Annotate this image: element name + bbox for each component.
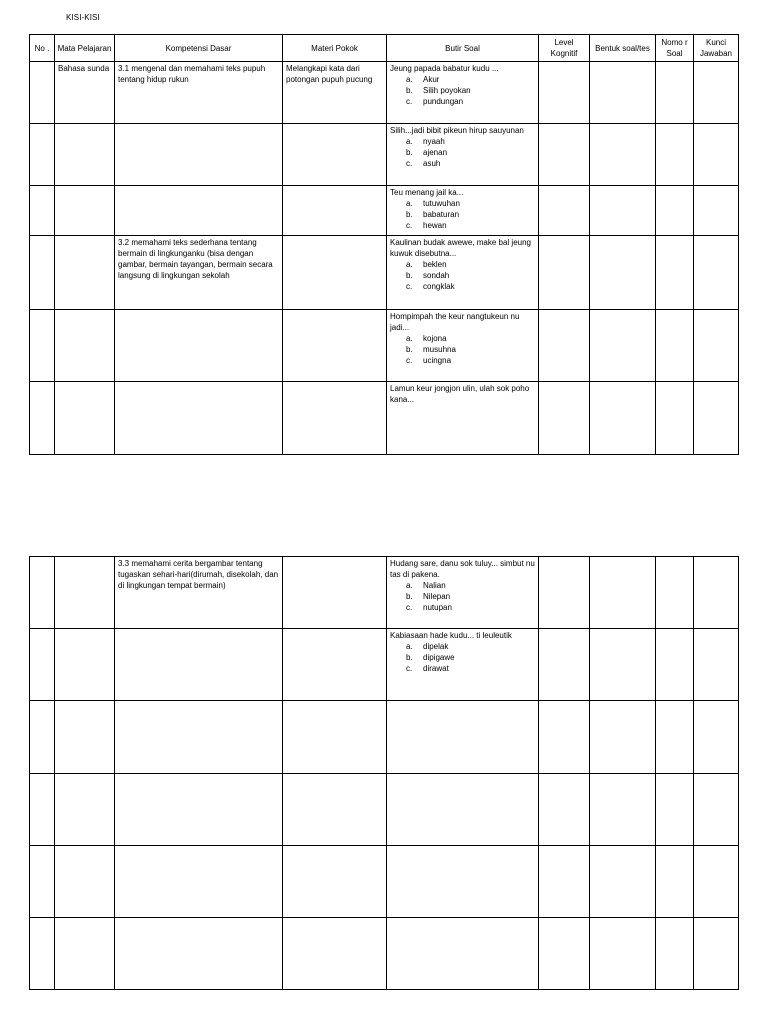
cell-bentuk	[590, 774, 656, 846]
cell-butir-soal	[387, 236, 539, 310]
option-list	[390, 198, 535, 231]
option-text: dirawat	[423, 664, 449, 673]
cell-kunci	[694, 124, 739, 186]
cell-kunci	[694, 186, 739, 236]
option-item	[406, 198, 535, 209]
option-item	[406, 96, 535, 107]
option-text: Nalian	[423, 581, 446, 590]
table-row	[30, 62, 739, 124]
header-mata-pelajaran: Mata Pelajaran	[55, 35, 115, 62]
cell-mata-pelajaran	[55, 629, 115, 701]
cell-mata-pelajaran	[55, 382, 115, 455]
cell-nomor	[656, 557, 694, 629]
table-row	[30, 186, 739, 236]
cell-no	[30, 846, 55, 918]
cell-no	[30, 774, 55, 846]
option-text: Silih poyokan	[423, 86, 471, 95]
option-letter: b.	[406, 86, 413, 95]
cell-butir-soal	[387, 124, 539, 186]
table-row	[30, 629, 739, 701]
option-letter: c.	[406, 282, 413, 291]
cell-bentuk	[590, 557, 656, 629]
cell-level	[539, 236, 590, 310]
header-no: No .	[30, 35, 55, 62]
cell-level	[539, 918, 590, 990]
cell-nomor	[656, 918, 694, 990]
option-text: nutupan	[423, 603, 452, 612]
table-row	[30, 846, 739, 918]
option-letter: a.	[406, 199, 413, 208]
option-text: kojona	[423, 334, 447, 343]
option-letter: b.	[406, 148, 413, 157]
cell-level	[539, 62, 590, 124]
option-letter: a.	[406, 581, 413, 590]
question-stem: Silih...jadi bibit pikeun hirup sauyunan	[390, 126, 524, 135]
cell-mata-pelajaran	[55, 124, 115, 186]
cell-nomor	[656, 124, 694, 186]
cell-mata-pelajaran	[55, 918, 115, 990]
option-text: asuh	[423, 159, 441, 168]
cell-materi-pokok	[283, 310, 387, 382]
cell-kunci	[694, 918, 739, 990]
option-text: dipigawe	[423, 653, 455, 662]
cell-materi-pokok	[283, 774, 387, 846]
question-stem: Kabiasaan hade kudu... ti leuleutik	[390, 631, 512, 640]
option-item	[406, 220, 535, 231]
table-row	[30, 382, 739, 455]
cell-level	[539, 846, 590, 918]
question-stem: Hompimpah the keur nangtukeun nu jadi...	[390, 312, 520, 332]
option-item	[406, 209, 535, 220]
option-letter: a.	[406, 260, 413, 269]
option-item	[406, 259, 535, 270]
cell-bentuk	[590, 124, 656, 186]
option-letter: c.	[406, 356, 413, 365]
cell-materi-pokok	[283, 557, 387, 629]
option-letter: a.	[406, 334, 413, 343]
header-materi-pokok: Materi Pokok	[283, 35, 387, 62]
header-nomor-soal: Nomo r Soal	[656, 35, 694, 62]
question-stem: Teu menang jail ka...	[390, 188, 464, 197]
cell-level	[539, 774, 590, 846]
question-stem: Lamun keur jongjon ulin, ulah sok poho kana...	[390, 384, 530, 404]
cell-nomor	[656, 774, 694, 846]
cell-nomor	[656, 310, 694, 382]
cell-no	[30, 382, 55, 455]
option-letter: b.	[406, 271, 413, 280]
cell-kunci	[694, 701, 739, 774]
cell-butir-soal	[387, 310, 539, 382]
question-stem: Jeung papada babatur kudu ...	[390, 64, 499, 73]
cell-no	[30, 62, 55, 124]
cell-kompetensi-dasar	[115, 629, 283, 701]
cell-kunci	[694, 236, 739, 310]
option-list	[390, 641, 535, 674]
option-text: ajenan	[423, 148, 448, 157]
cell-level	[539, 629, 590, 701]
cell-no	[30, 186, 55, 236]
cell-mata-pelajaran: Bahasa sunda	[55, 62, 115, 124]
cell-bentuk	[590, 310, 656, 382]
cell-level	[539, 310, 590, 382]
option-text: ucingna	[423, 356, 452, 365]
cell-materi-pokok	[283, 186, 387, 236]
option-item	[406, 355, 535, 366]
option-text: nyaah	[423, 137, 445, 146]
cell-nomor	[656, 629, 694, 701]
option-item	[406, 602, 535, 613]
cell-no	[30, 557, 55, 629]
cell-mata-pelajaran	[55, 310, 115, 382]
option-item	[406, 344, 535, 355]
option-letter: b.	[406, 592, 413, 601]
option-text: dipelak	[423, 642, 449, 651]
cell-materi-pokok	[283, 629, 387, 701]
header-butir-soal: Butir Soal	[387, 35, 539, 62]
cell-bentuk	[590, 186, 656, 236]
cell-mata-pelajaran	[55, 701, 115, 774]
cell-butir-soal	[387, 629, 539, 701]
header-kunci-jawaban: Kunci Jawaban	[694, 35, 739, 62]
option-text: sondah	[423, 271, 450, 280]
option-item	[406, 85, 535, 96]
option-item	[406, 147, 535, 158]
option-list	[390, 136, 535, 169]
option-text: pundungan	[423, 97, 464, 106]
cell-mata-pelajaran	[55, 236, 115, 310]
cell-bentuk	[590, 629, 656, 701]
option-item	[406, 663, 535, 674]
header-bentuk-soal: Bentuk soal/tes	[590, 35, 656, 62]
cell-kompetensi-dasar	[115, 382, 283, 455]
cell-no	[30, 701, 55, 774]
cell-materi-pokok	[283, 382, 387, 455]
cell-nomor	[656, 701, 694, 774]
cell-materi-pokok	[283, 701, 387, 774]
option-text: congklak	[423, 282, 455, 291]
cell-kompetensi-dasar	[115, 918, 283, 990]
option-item	[406, 136, 535, 147]
option-text: musuhna	[423, 345, 456, 354]
table-row	[30, 124, 739, 186]
cell-butir-soal	[387, 186, 539, 236]
option-item	[406, 281, 535, 292]
option-letter: a.	[406, 75, 413, 84]
cell-butir-soal	[387, 774, 539, 846]
option-letter: b.	[406, 653, 413, 662]
cell-nomor	[656, 186, 694, 236]
cell-no	[30, 629, 55, 701]
cell-kompetensi-dasar: 3.2 memahami teks sederhana tentang bermain di lingkunganku (bisa dengan gambar, bermain tayangan, bermain secara langsung di lingkungan sekolah	[115, 236, 283, 310]
cell-materi-pokok	[283, 236, 387, 310]
option-text: Akur	[423, 75, 440, 84]
cell-materi-pokok	[283, 846, 387, 918]
cell-kompetensi-dasar: 3.1 mengenal dan memahami teks pupuh tentang hidup rukun	[115, 62, 283, 124]
cell-bentuk	[590, 382, 656, 455]
cell-kunci	[694, 846, 739, 918]
cell-no	[30, 236, 55, 310]
cell-bentuk	[590, 236, 656, 310]
question-stem: Hudang sare, danu sok tuluy... simbut nu tas di pakena.	[390, 559, 535, 579]
option-text: babaturan	[423, 210, 460, 219]
option-item	[406, 591, 535, 602]
cell-butir-soal	[387, 62, 539, 124]
cell-nomor	[656, 846, 694, 918]
cell-bentuk	[590, 701, 656, 774]
option-text: beklen	[423, 260, 447, 269]
cell-kompetensi-dasar	[115, 310, 283, 382]
page-title: KISI-KISI	[66, 13, 100, 22]
cell-level	[539, 701, 590, 774]
cell-no	[30, 124, 55, 186]
kisi-kisi-table-1	[29, 34, 739, 455]
cell-kompetensi-dasar: 3.3 memahami cerita bergambar tentang tugaskan sehari-hari(dirumah, disekolah, dan di lingkungan tempat bermain)	[115, 557, 283, 629]
cell-kompetensi-dasar	[115, 701, 283, 774]
cell-materi-pokok: Melangkapi kata dari potongan pupuh pucung	[283, 62, 387, 124]
cell-butir-soal	[387, 701, 539, 774]
option-item	[406, 74, 535, 85]
question-stem: Kaulinan budak awewe, make bal jeung kuwuk disebutna...	[390, 238, 531, 258]
cell-bentuk	[590, 846, 656, 918]
option-letter: c.	[406, 664, 413, 673]
cell-butir-soal	[387, 846, 539, 918]
header-row	[30, 35, 739, 62]
table-row	[30, 701, 739, 774]
cell-bentuk	[590, 918, 656, 990]
cell-kunci	[694, 557, 739, 629]
option-letter: c.	[406, 603, 413, 612]
cell-kunci	[694, 774, 739, 846]
cell-kunci	[694, 310, 739, 382]
cell-butir-soal	[387, 918, 539, 990]
cell-kunci	[694, 382, 739, 455]
cell-butir-soal	[387, 382, 539, 455]
cell-mata-pelajaran	[55, 774, 115, 846]
cell-kompetensi-dasar	[115, 774, 283, 846]
option-letter: a.	[406, 642, 413, 651]
cell-kunci	[694, 62, 739, 124]
kisi-kisi-table-2	[29, 556, 739, 990]
option-letter: a.	[406, 137, 413, 146]
cell-mata-pelajaran	[55, 557, 115, 629]
cell-level	[539, 557, 590, 629]
option-text: hewan	[423, 221, 447, 230]
table-row	[30, 557, 739, 629]
cell-no	[30, 310, 55, 382]
cell-mata-pelajaran	[55, 186, 115, 236]
cell-bentuk	[590, 62, 656, 124]
cell-mata-pelajaran	[55, 846, 115, 918]
option-item	[406, 270, 535, 281]
table-row	[30, 774, 739, 846]
option-letter: b.	[406, 210, 413, 219]
cell-no	[30, 918, 55, 990]
option-item	[406, 580, 535, 591]
cell-level	[539, 124, 590, 186]
option-letter: b.	[406, 345, 413, 354]
cell-materi-pokok	[283, 124, 387, 186]
cell-kunci	[694, 629, 739, 701]
header-level-kognitif: Level Kognitif	[539, 35, 590, 62]
option-text: tutuwuhan	[423, 199, 460, 208]
cell-level	[539, 186, 590, 236]
cell-nomor	[656, 382, 694, 455]
option-letter: c.	[406, 97, 413, 106]
option-letter: c.	[406, 159, 413, 168]
cell-level	[539, 382, 590, 455]
cell-butir-soal	[387, 557, 539, 629]
option-item	[406, 641, 535, 652]
cell-kompetensi-dasar	[115, 124, 283, 186]
header-kompetensi-dasar: Kompetensi Dasar	[115, 35, 283, 62]
cell-materi-pokok	[283, 918, 387, 990]
cell-nomor	[656, 62, 694, 124]
table-row	[30, 236, 739, 310]
table-row	[30, 918, 739, 990]
option-text: Nilepan	[423, 592, 451, 601]
cell-kompetensi-dasar	[115, 846, 283, 918]
cell-nomor	[656, 236, 694, 310]
cell-kompetensi-dasar	[115, 186, 283, 236]
option-list	[390, 259, 535, 292]
option-list	[390, 74, 535, 107]
option-list	[390, 580, 535, 613]
option-list	[390, 333, 535, 366]
option-letter: c.	[406, 221, 413, 230]
option-item	[406, 652, 535, 663]
option-item	[406, 158, 535, 169]
option-item	[406, 333, 535, 344]
table-row	[30, 310, 739, 382]
